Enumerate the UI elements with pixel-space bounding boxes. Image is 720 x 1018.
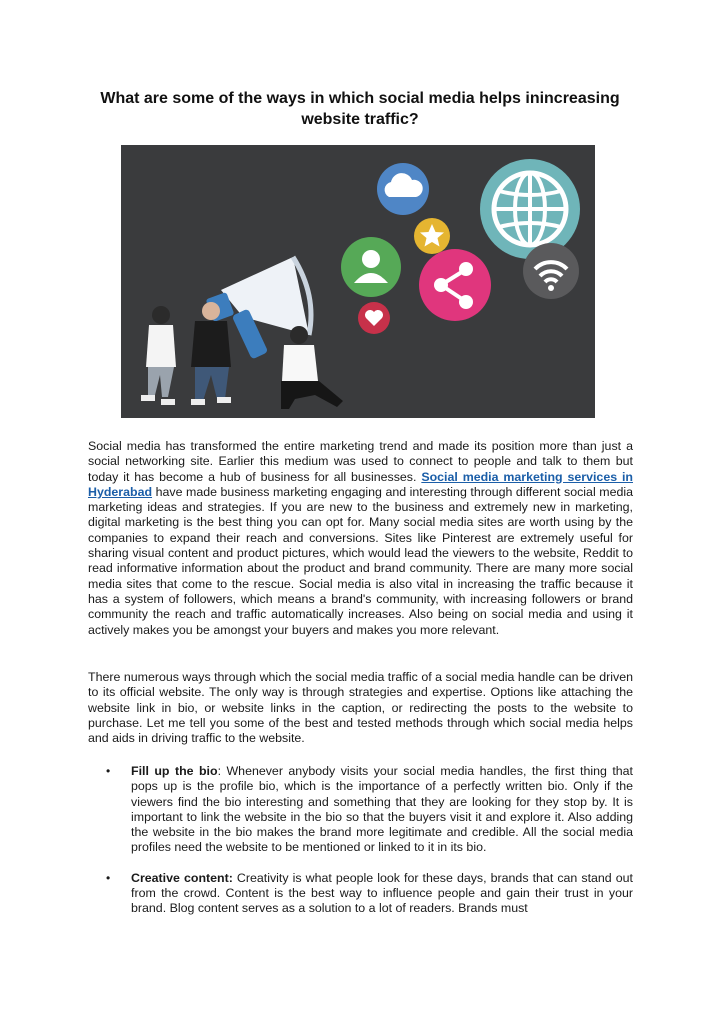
list-item-text: Creativity is what people look for these days, brands that can stand out from the crowd. Content is the best way to influence people and gain their trust in your brand. Blog content serves as a solution to a lot of readers. Brands must [131,870,634,916]
bullet-icon: • [106,764,111,778]
intro-paragraph [88,439,633,638]
list-item-heading: Fill up the bio [131,764,218,778]
methods-paragraph: There numerous ways through which the social media traffic of a social media handle can be driven to its official website. The only way is through strategies and expertise. Options like attaching the website link in bio, or website links in the caption, or redirecting the posts to the website to purchase. Let me tell you some of the best and tested methods through which social media helps and aids in driving traffic to the website. [88,670,633,746]
bullet-icon: • [106,870,111,885]
wifi-icon [523,243,579,299]
hero-image [121,145,595,418]
user-profile-icon [341,237,401,297]
globe-icon [480,159,580,259]
page-title: What are some of the ways in which social media helps inincreasing website traffic? [100,90,620,128]
list-item [104,764,633,856]
methods-list [104,764,633,932]
share-icon [419,249,491,321]
list-item-heading: Creative content: [131,870,233,885]
intro-text-after-link: have made business marketing engaging and interesting through different social media marketing ideas and strategies. If you are new to the business and extremely new in marketing, digital marketing is the best thing you can opt for. Many social media sites are worth using by the companies to expand their reach and conversions. Sites like Pinterest are extremely useful for sharing visual content and product pictures, which would lead the viewers to the website, Reddit to read informative information about the product and brand community. There are many more social media sites that come to the rescue. Social media is also vital in increasing the traffic because it has a system of followers, which means a brand's community, with increasing followers or brand community the reach and traffic automatically increases. Also being on social media and using it actively makes you be amongst your buyers and makes you more relevant. [88,484,633,637]
social-media-illustration [121,145,595,418]
list-item [104,871,633,917]
list-item-text: : Whenever anybody visits your social media handles, the first thing that pops up is the profile bio, which is the importance of a perfectly written bio. Only if the viewers find the bio interesting and something that they are looking for they stop by. It is important to link the website in the bio so that the buyers visit it and explore it. Also adding the website in the bio makes the brand more legitimate and credible. All the social media profiles need the website to be mentioned or linked to it in its bio. [131,764,633,855]
cloud-icon [377,163,429,215]
smm-services-link[interactable]: Social media marketing services in Hyderabad [88,469,633,499]
star-icon [414,218,450,254]
heart-icon [358,302,390,334]
intro-text-before-link: Social media has transformed the entire marketing trend and made its position more than just a social networking site. Earlier this medium was used to connect to people and talk to them but today it has become a hub of business for all businesses. [88,439,633,484]
